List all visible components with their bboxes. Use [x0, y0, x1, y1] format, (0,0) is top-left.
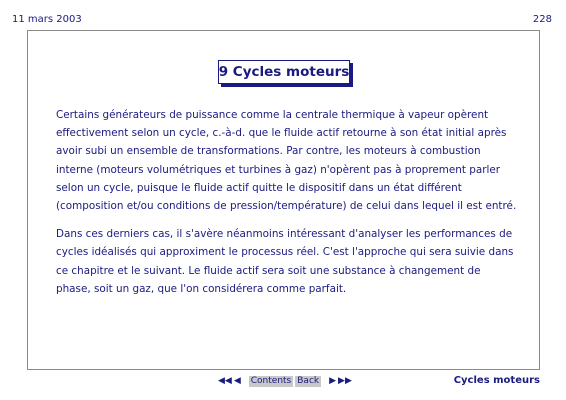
paragraph-2: Dans ces derniers cas, il s'avère néanmoins intéressant d'analyser les performances de cycles idéalisés qui approximent le processus réel. C'est l'approche qui sera suivie dans ce chapitre et le suivant. Le fluide actif sera soit une substance à changement de phase, soit un gaz, que l'on considérera comme parfait. [56, 228, 514, 295]
next-page-icon[interactable]: ▶ [329, 376, 337, 386]
last-page-icon[interactable]: ▶▶ [338, 376, 352, 386]
contents-button[interactable]: Contents [250, 376, 292, 386]
first-page-icon[interactable]: ◀◀ [218, 376, 232, 386]
paragraph-1: Certains générateurs de puissance comme la centrale thermique à vapeur opèrent effectivement selon un cycle, c.-à-d. que le fluide actif retourne à son état initial après avoir subi un ensemble de transformations. Par contre, les moteurs à combustion interne (moteurs volumétriques et turbines à gaz) n'opèrent pas à proprement parler selon un cycle, puisque le fluide actif quitte le dispositif dans un état différent (composition et/ou conditions de pression/température) de celui dans lequel il est entré. [56, 109, 517, 213]
slide-body [56, 106, 518, 308]
header-date: 11 mars 2003 [12, 14, 82, 25]
back-button[interactable]: Back [297, 376, 320, 386]
navigation-bar [218, 376, 352, 387]
previous-page-icon[interactable]: ◀ [233, 376, 241, 386]
page-number: 228 [532, 14, 552, 25]
section-name: Cycles moteurs [453, 375, 540, 386]
slide-title: 9 Cycles moteurs [218, 60, 350, 84]
